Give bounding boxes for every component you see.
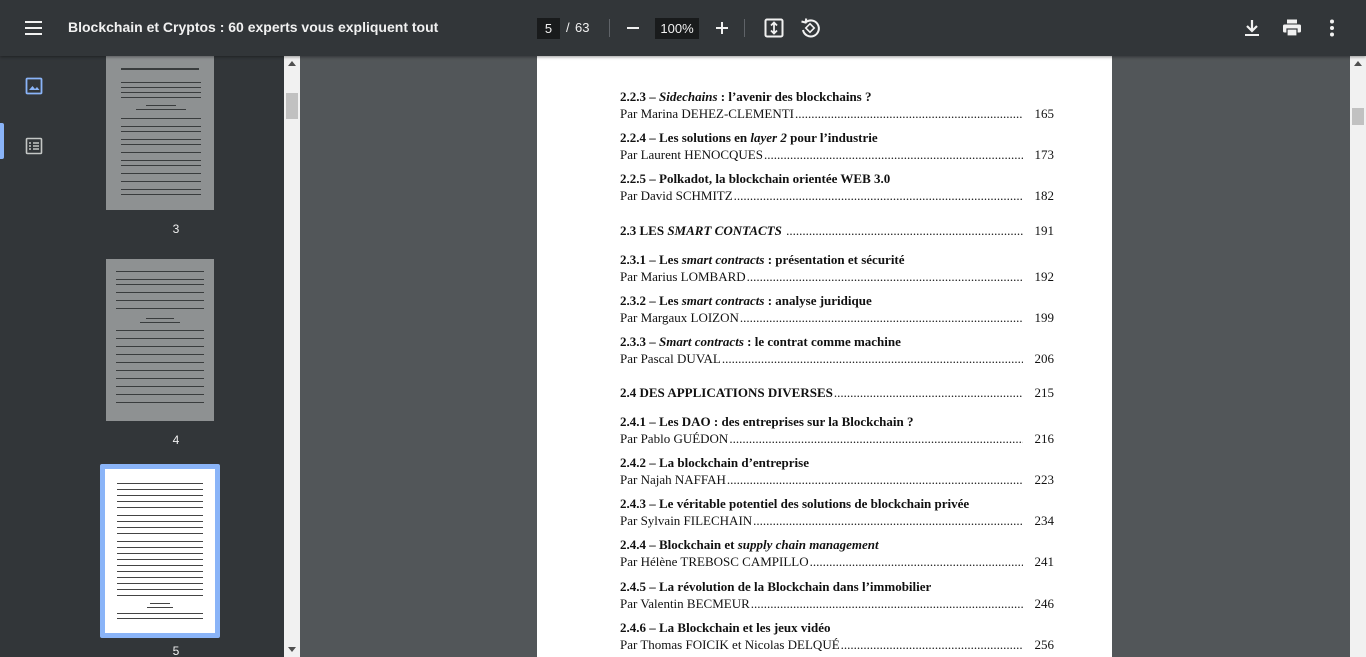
toc-entry-title-italic: Smart contracts bbox=[659, 334, 744, 349]
toc-entry-author: Par Pablo GUÉDON bbox=[620, 431, 729, 446]
scroll-down-arrow[interactable] bbox=[288, 647, 296, 652]
toc-section-title-text: 2.3 LES bbox=[620, 223, 668, 238]
toc-section-heading[interactable] bbox=[620, 385, 1054, 401]
dot-leader bbox=[747, 268, 1023, 285]
toc-entry[interactable] bbox=[620, 292, 1054, 326]
toolbar-divider bbox=[609, 19, 610, 37]
toc-entry-title-text: La révolution de la Blockchain dans l’immobilier bbox=[659, 579, 932, 594]
dot-leader bbox=[729, 430, 1022, 447]
toolbar-divider bbox=[744, 19, 745, 37]
toc-entry[interactable] bbox=[620, 333, 1054, 367]
toc-entry[interactable] bbox=[620, 170, 1054, 204]
toc-section-heading[interactable] bbox=[620, 223, 1054, 239]
toc-entry[interactable] bbox=[620, 619, 1054, 653]
toc-entry-page-number: 223 bbox=[1034, 472, 1054, 487]
toc-entry-number: 2.2.5 – bbox=[620, 171, 659, 186]
toc-entry-title-text: : présentation et sécurité bbox=[764, 252, 905, 267]
document-page bbox=[537, 56, 1112, 657]
dot-leader bbox=[795, 105, 1022, 122]
toc-entry-title bbox=[620, 170, 1054, 187]
toc-entry-title-text: Le véritable potentiel des solutions de blockchain privée bbox=[659, 496, 970, 511]
toc-entry[interactable] bbox=[620, 578, 1054, 612]
toc-entry-author: Par Thomas FOICIK et Nicolas DELQUÉ bbox=[620, 637, 840, 652]
toc-entry-author: Par David SCHMITZ bbox=[620, 188, 733, 203]
toc-entry[interactable] bbox=[620, 536, 1054, 570]
page-total: 63 bbox=[575, 20, 590, 35]
toc-entry-number: 2.3.3 – bbox=[620, 334, 659, 349]
zoom-level-input[interactable]: 100% bbox=[655, 18, 699, 39]
toc-entry-page-number: 199 bbox=[1034, 310, 1054, 325]
toc-entry-number: 2.4.2 – bbox=[620, 455, 659, 470]
dot-leader bbox=[786, 223, 1022, 239]
toc-entry-title-text: Les DAO : des entreprises sur la Blockchain ? bbox=[659, 414, 914, 429]
toc-entry-author: Par Marina DEHEZ-CLEMENTI bbox=[620, 106, 795, 121]
thumbnail-label: 3 bbox=[172, 222, 180, 236]
page-number-input[interactable]: 5 bbox=[537, 18, 560, 39]
toc-entry-number: 2.3.2 – bbox=[620, 293, 659, 308]
scroll-up-arrow[interactable] bbox=[1354, 61, 1362, 66]
dot-leader bbox=[764, 146, 1023, 163]
toc-entry-title-text: Blockchain et bbox=[659, 537, 738, 552]
toc-entry[interactable] bbox=[620, 251, 1054, 285]
zoom-in-button[interactable] bbox=[713, 18, 731, 38]
dot-leader bbox=[834, 385, 1023, 401]
toc-entry-number: 2.4.4 – bbox=[620, 537, 659, 552]
page-separator: / bbox=[566, 20, 570, 35]
toc-entry-number: 2.4.6 – bbox=[620, 620, 659, 635]
toc-entry-title bbox=[620, 536, 1054, 553]
toc-section-title-text: 2.4 DES APPLICATIONS DIVERSES bbox=[620, 385, 833, 400]
toc-entry-title bbox=[620, 495, 1054, 512]
toc-section-page-number: 215 bbox=[1034, 385, 1054, 400]
toc-entry-title bbox=[620, 454, 1054, 471]
scrollbar-thumb[interactable] bbox=[1352, 108, 1364, 125]
toc-entry-number: 2.4.3 – bbox=[620, 496, 659, 511]
sidebar-rail bbox=[0, 56, 68, 657]
toc-section-title-italic: SMART CONTACTS bbox=[667, 223, 782, 238]
dot-leader bbox=[841, 636, 1023, 653]
toc-entry[interactable] bbox=[620, 495, 1054, 529]
toc-entry[interactable] bbox=[620, 413, 1054, 447]
page-thumbnail-current[interactable] bbox=[105, 469, 215, 633]
toc-entry-title bbox=[620, 88, 1054, 105]
toc-entry-author: Par Sylvain FILECHAIN bbox=[620, 513, 753, 528]
thumbnail-scrollbar[interactable] bbox=[284, 56, 300, 657]
scroll-up-arrow[interactable] bbox=[288, 61, 296, 66]
dot-leader bbox=[740, 309, 1023, 326]
thumbnail-label: 5 bbox=[172, 644, 180, 657]
toc-entry-title-text: Polkadot, la blockchain orientée WEB 3.0 bbox=[659, 171, 891, 186]
dot-leader bbox=[727, 471, 1023, 488]
document-scrollbar[interactable] bbox=[1350, 56, 1366, 657]
toc-entry-page-number: 182 bbox=[1034, 188, 1054, 203]
page-thumbnail[interactable] bbox=[106, 259, 214, 421]
toc-entry-title-text: : le contrat comme machine bbox=[743, 334, 901, 349]
toc-entry-title-text: La blockchain d’entreprise bbox=[659, 455, 809, 470]
toc-entry[interactable] bbox=[620, 88, 1054, 122]
toc-entry-title-text: : analyse juridique bbox=[764, 293, 872, 308]
toc-entry-page-number: 173 bbox=[1034, 147, 1054, 162]
toc-entry-page-number: 234 bbox=[1034, 513, 1054, 528]
toc-entry-title-italic: Sidechains bbox=[659, 89, 718, 104]
toc-entry-title bbox=[620, 292, 1054, 309]
download-icon[interactable] bbox=[1240, 16, 1264, 40]
document-title: Blockchain et Cryptos : 60 experts vous expliquent tout bbox=[68, 19, 439, 35]
dot-leader bbox=[734, 187, 1023, 204]
toc-entry-author: Par Pascal DUVAL bbox=[620, 351, 721, 366]
toc-section-title-text bbox=[782, 223, 785, 238]
toc-entry-title-text: Les bbox=[659, 252, 682, 267]
toc-entry-page-number: 216 bbox=[1034, 431, 1054, 446]
toc-entry-title-italic: smart contracts bbox=[681, 252, 765, 267]
toc-entry-author: Par Valentin BECMEUR bbox=[620, 596, 750, 611]
toc-section-page-number: 191 bbox=[1034, 223, 1054, 238]
print-icon[interactable] bbox=[1280, 16, 1304, 40]
zoom-out-button[interactable] bbox=[624, 18, 642, 38]
toc-entry[interactable] bbox=[620, 129, 1054, 163]
menu-icon[interactable] bbox=[20, 16, 48, 40]
toc-entry-title bbox=[620, 333, 1054, 350]
toc-entry-author: Par Najah NAFFAH bbox=[620, 472, 726, 487]
toc-entry-title bbox=[620, 578, 1054, 595]
more-options-icon[interactable] bbox=[1320, 16, 1344, 40]
toc-entry-number: 2.4.5 – bbox=[620, 579, 659, 594]
page-thumbnail[interactable] bbox=[106, 56, 214, 210]
dot-leader bbox=[810, 553, 1023, 570]
toc-entry-number: 2.3.1 – bbox=[620, 252, 659, 267]
rotate-icon[interactable] bbox=[798, 16, 822, 40]
toc-entry-author: Par Marius LOMBARD bbox=[620, 269, 746, 284]
toc-entry-page-number: 246 bbox=[1034, 596, 1054, 611]
toc-entry-author: Par Hélène TREBOSC CAMPILLO bbox=[620, 554, 809, 569]
toc-entry-number: 2.2.3 – bbox=[620, 89, 659, 104]
toc-entry[interactable] bbox=[620, 454, 1054, 488]
pdf-toolbar bbox=[0, 0, 1366, 56]
toc-section-title bbox=[620, 385, 833, 401]
toc-entry-author: Par Laurent HENOCQUES bbox=[620, 147, 763, 162]
toc-entry-page-number: 256 bbox=[1034, 637, 1054, 652]
toc-entry-title-text: Les solutions en bbox=[659, 130, 751, 145]
fit-to-page-icon[interactable] bbox=[762, 16, 786, 40]
toc-entry-author: Par Margaux LOIZON bbox=[620, 310, 739, 325]
thumbnails-view-icon[interactable] bbox=[24, 76, 44, 96]
toc-entry-page-number: 192 bbox=[1034, 269, 1054, 284]
scrollbar-thumb[interactable] bbox=[286, 93, 298, 119]
toc-entry-title-italic: supply chain management bbox=[737, 537, 879, 552]
dot-leader bbox=[722, 350, 1023, 367]
toc-entry-title-text: La Blockchain et les jeux vidéo bbox=[659, 620, 831, 635]
dot-leader bbox=[751, 595, 1023, 612]
outline-view-icon[interactable] bbox=[24, 136, 44, 156]
toc-entry-title bbox=[620, 619, 1054, 636]
toc-entry-title-italic: layer 2 bbox=[750, 130, 787, 145]
toc-entry-title bbox=[620, 413, 1054, 430]
toc-entry-number: 2.4.1 – bbox=[620, 414, 659, 429]
active-indicator bbox=[0, 123, 4, 159]
toc-entry-number: 2.2.4 – bbox=[620, 130, 659, 145]
dot-leader bbox=[753, 512, 1022, 529]
toc-entry-title-text: Les bbox=[659, 293, 682, 308]
toc-entry-title-italic: smart contracts bbox=[681, 293, 765, 308]
toc-entry-page-number: 206 bbox=[1034, 351, 1054, 366]
toc-entry-title-text: : l’avenir des blockchains ? bbox=[717, 89, 872, 104]
thumbnail-panel bbox=[68, 56, 284, 657]
toc-entry-page-number: 241 bbox=[1034, 554, 1054, 569]
toc-section-title bbox=[620, 223, 785, 239]
toc-entry-page-number: 165 bbox=[1034, 106, 1054, 121]
toc-entry-title-text: pour l’industrie bbox=[786, 130, 878, 145]
toc-entry-title bbox=[620, 251, 1054, 268]
thumbnail-label: 4 bbox=[172, 433, 180, 447]
toc-entry-title bbox=[620, 129, 1054, 146]
